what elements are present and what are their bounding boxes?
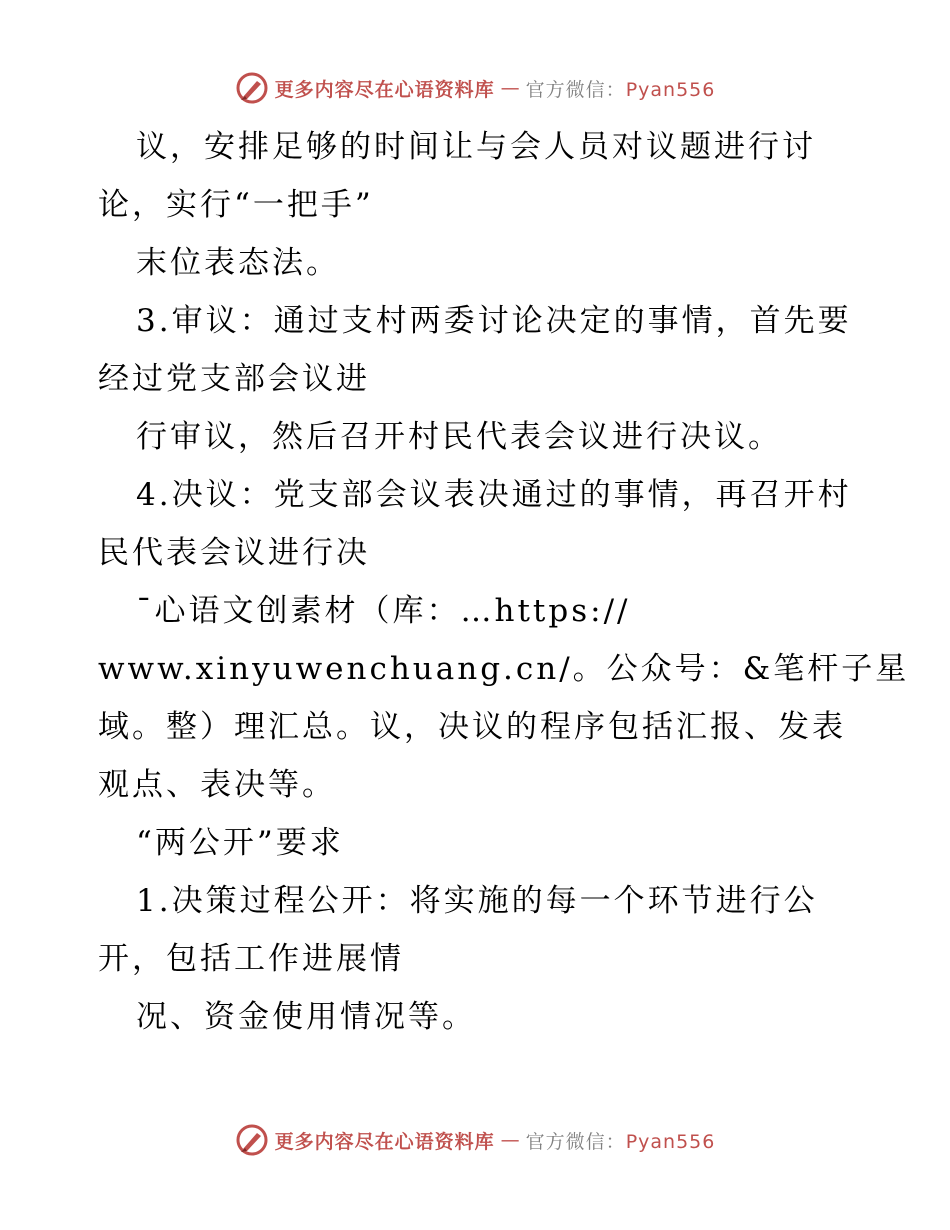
text-line: 论，实行“一把手” [98, 187, 374, 223]
section-heading: “两公开”要求 [136, 825, 344, 861]
banner-separator: — [500, 77, 520, 99]
wechat-id: Pyan556 [625, 78, 716, 101]
text-line: 经过党支部会议进 [98, 361, 370, 397]
wechat-label [526, 1127, 716, 1154]
banner-separator: — [500, 1129, 520, 1151]
header-banner [0, 68, 950, 108]
brand-text: 更多内容尽在心语资料库 [274, 78, 495, 101]
text-line: 4.决议：党支部会议表决通过的事情，再召开村 [136, 477, 852, 513]
text-line: 开，包括工作进展情 [98, 941, 404, 977]
text-line: 1.决策过程公开：将实施的每一个环节进行公 [136, 883, 818, 919]
brush-logo-icon [235, 1123, 269, 1157]
text-line: 末位表态法。 [136, 245, 340, 281]
document-body [98, 118, 910, 1046]
wechat-label-text: 官方微信： [525, 78, 626, 101]
text-line: www.xinyuwenchuang.cn/。公众号：&笔杆子星 [98, 651, 910, 687]
wechat-label-text: 官方微信： [525, 1130, 626, 1153]
wechat-label [526, 75, 716, 102]
text-line: ¯心语文创素材（库：…https:// [136, 593, 631, 629]
wechat-id: Pyan556 [625, 1130, 716, 1153]
text-line: 域。整）理汇总。议，决议的程序包括汇报、发表 [98, 709, 846, 745]
footer-banner [0, 1120, 950, 1160]
text-line: 民代表会议进行决 [98, 535, 370, 571]
text-line: 行审议，然后召开村民代表会议进行决议。 [136, 419, 782, 455]
brush-logo-icon [235, 71, 269, 105]
text-line: 议，安排足够的时间让与会人员对议题进行讨 [136, 129, 816, 165]
text-line: 观点、表决等。 [98, 767, 336, 803]
text-line: 况、资金使用情况等。 [136, 999, 476, 1035]
text-line: 3.审议：通过支村两委讨论决定的事情，首先要 [136, 303, 852, 339]
brand-text: 更多内容尽在心语资料库 [274, 1130, 495, 1153]
